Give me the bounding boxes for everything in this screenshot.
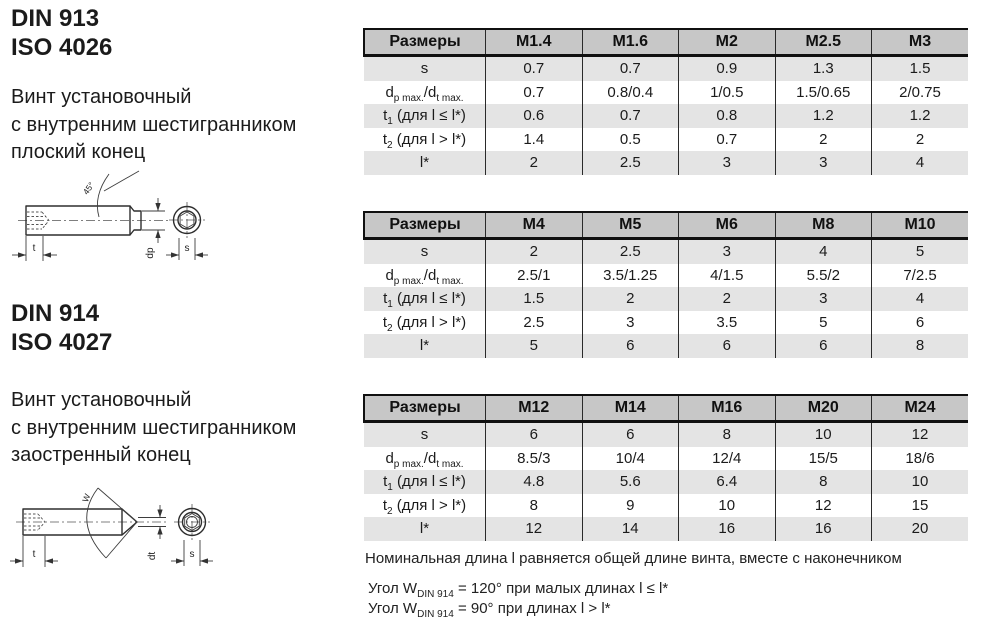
- subscript: DIN 914: [417, 609, 454, 620]
- table-cell: 4/1.5: [679, 264, 776, 288]
- screw-end-view: [166, 202, 208, 260]
- table-row: [364, 128, 968, 152]
- table-cell: 12: [775, 494, 872, 518]
- table-header-M2: M2: [679, 29, 776, 56]
- row-label: $t_1$ (для l ≤ l*): [364, 104, 486, 128]
- cone-angle-annotation: [80, 488, 137, 558]
- angle-w-label: W: [80, 492, 93, 504]
- table-row: [364, 56, 968, 81]
- subscript: t max.: [436, 458, 464, 470]
- table-cell: 6: [775, 334, 872, 358]
- table-cell: 2: [679, 287, 776, 311]
- table-row: [364, 494, 968, 518]
- table-cell: 5.6: [582, 470, 679, 494]
- dimension-s: [171, 540, 213, 566]
- table-row: [364, 104, 968, 128]
- table-cell: 4: [872, 287, 969, 311]
- table-header-M14: M14: [582, 395, 679, 422]
- table-cell: 3.5/1.25: [582, 264, 679, 288]
- table-cell: 2.5/1: [486, 264, 583, 288]
- table-cell: 2/0.75: [872, 81, 969, 105]
- flat-point-set-screw-drawing: [8, 170, 220, 272]
- table-cell: 6: [679, 334, 776, 358]
- dimension-t: [12, 236, 57, 261]
- row-label: $d_{p max.}/d_{t max.}$: [385, 449, 464, 470]
- table-cell: 1.5/0.65: [775, 81, 872, 105]
- table-cell: 12: [486, 517, 583, 541]
- subscript: 2: [387, 505, 393, 517]
- row-label: l*: [364, 334, 486, 358]
- table-cell: 0.6: [486, 104, 583, 128]
- table-cell: 6: [872, 311, 969, 335]
- table-cell: 15/5: [775, 447, 872, 471]
- description-line: Винт установочный: [11, 86, 192, 108]
- table-header-M6: M6: [679, 212, 776, 239]
- table-row: [364, 447, 968, 471]
- table-cell: 0.7: [582, 104, 679, 128]
- table-cell: 2.5: [582, 239, 679, 264]
- table-cell: 1.5: [486, 287, 583, 311]
- table-header-M3: M3: [872, 29, 969, 56]
- t-label: t: [32, 549, 36, 560]
- screw-end-view: [171, 504, 213, 566]
- table-cell: 9: [582, 494, 679, 518]
- table-cell: 12/4: [679, 447, 776, 471]
- table-header-M10: M10: [872, 212, 969, 239]
- row-label: s: [364, 56, 486, 81]
- table-header-row: [364, 212, 968, 239]
- angle-45-label: 45°: [80, 180, 97, 197]
- screw-side-view: [12, 171, 168, 261]
- dp-label: dp: [145, 247, 156, 259]
- row-label: s: [364, 239, 486, 264]
- table-cell: 3: [679, 151, 776, 175]
- dimension-dp: [142, 198, 165, 259]
- table-header-M12: M12: [486, 395, 583, 422]
- table-cell: 0.9: [679, 56, 776, 81]
- dimension-table: [363, 28, 968, 175]
- table-cell: 5: [486, 334, 583, 358]
- table-header-M5: M5: [582, 212, 679, 239]
- table-row: [364, 81, 968, 105]
- table-row: [364, 264, 968, 288]
- table-header-M20: M20: [775, 395, 872, 422]
- table-header-M2.5: M2.5: [775, 29, 872, 56]
- description-line: с внутренним шестигранником: [11, 416, 297, 439]
- table-cell: 6: [582, 422, 679, 447]
- table-cell: 18/6: [872, 447, 969, 471]
- table-cell: 0.7: [582, 56, 679, 81]
- row-label: $t_2$ (для l > l*): [382, 313, 467, 334]
- table-cell: 0.7: [486, 56, 583, 81]
- subscript: t max.: [436, 275, 464, 287]
- table-cell: 10: [775, 422, 872, 447]
- table-row: [364, 151, 968, 175]
- table-cell: 10: [679, 494, 776, 518]
- description-din913: [11, 84, 296, 167]
- t-label: t: [32, 243, 36, 254]
- screw-side-view: [10, 488, 168, 567]
- table-header-M4: M4: [486, 212, 583, 239]
- table-header-sizes: Размеры: [364, 395, 486, 422]
- standard-title-iso4027: ISO 4027: [11, 329, 113, 356]
- standard-block-din914: [11, 299, 112, 357]
- row-label: $d_{p max.}/d_{t max.}$: [385, 83, 464, 104]
- row-label: l*: [364, 517, 486, 541]
- dimension-t: [10, 536, 58, 567]
- table-header-sizes: Размеры: [364, 212, 486, 239]
- table-cell: 16: [679, 517, 776, 541]
- table-cell: 8: [872, 334, 969, 358]
- table-header-row: [364, 395, 968, 422]
- table-cell: 0.7: [679, 128, 776, 152]
- table-cell: 7/2.5: [872, 264, 969, 288]
- subscript: DIN 914: [417, 589, 454, 600]
- s-label: s: [189, 549, 195, 560]
- table-row: [364, 239, 968, 264]
- table-header-M24: M24: [872, 395, 969, 422]
- table-header-M1.4: M1.4: [486, 29, 583, 56]
- table-cell: 8: [679, 422, 776, 447]
- row-label: $t_1$ (для l ≤ l*): [364, 287, 486, 311]
- row-label: s: [364, 422, 486, 447]
- cone-point-set-screw-drawing: [8, 470, 220, 584]
- table-cell: 6.4: [679, 470, 776, 494]
- table-cell: 1/0.5: [679, 81, 776, 105]
- subscript: 2: [387, 322, 393, 334]
- table-cell: 2: [582, 287, 679, 311]
- table-cell: 14: [582, 517, 679, 541]
- table-cell: 4: [872, 151, 969, 175]
- description-line: с внутренним шестигранником: [11, 113, 297, 136]
- note-angle-120: Угол $W_{DIN 914} = 120^\circ$ при малых длинах l ≤ l*: [368, 580, 669, 600]
- table-cell: 1.2: [775, 104, 872, 128]
- row-label: $d_{p max.}/d_{t max.}$: [385, 266, 464, 287]
- row-label: $t_2$ (для l > l*): [382, 130, 467, 151]
- table-cell: 12: [872, 422, 969, 447]
- table-cell: 6: [486, 422, 583, 447]
- dimension-dt: [138, 505, 166, 560]
- row-label: $t_2$ (для l > l*): [382, 496, 467, 517]
- table-cell: 1.2: [872, 104, 969, 128]
- table-header-M16: M16: [679, 395, 776, 422]
- table-cell: 3: [679, 239, 776, 264]
- table-cell: 0.8/0.4: [582, 81, 679, 105]
- description-line: плоский конец: [11, 141, 146, 163]
- description-line: Винт установочный: [11, 389, 192, 411]
- table-m1.4-m3: [363, 28, 968, 175]
- subscript: t max.: [436, 92, 464, 104]
- table-cell: 2: [486, 151, 583, 175]
- table-header-M1.6: M1.6: [582, 29, 679, 56]
- table-cell: 0.7: [486, 81, 583, 105]
- s-label: s: [184, 243, 190, 254]
- table-m12-m24: [363, 394, 968, 541]
- dt-label: dt: [147, 551, 158, 561]
- subscript: p max.: [393, 92, 424, 104]
- table-cell: 8: [775, 470, 872, 494]
- table-cell: 5: [775, 311, 872, 335]
- dimension-s: [166, 238, 208, 260]
- table-row: [364, 287, 968, 311]
- subscript: 2: [387, 139, 393, 151]
- description-din914: [11, 387, 296, 470]
- table-cell: 20: [872, 517, 969, 541]
- table-header-sizes: Размеры: [364, 29, 486, 56]
- table-cell: 1.5: [872, 56, 969, 81]
- table-cell: 3: [582, 311, 679, 335]
- table-cell: 10/4: [582, 447, 679, 471]
- table-m4-m10: [363, 211, 968, 358]
- table-row: [364, 470, 968, 494]
- table-cell: 2: [872, 128, 969, 152]
- table-cell: 3: [775, 151, 872, 175]
- table-cell: 4.8: [486, 470, 583, 494]
- table-cell: 5: [872, 239, 969, 264]
- table-cell: 8.5/3: [486, 447, 583, 471]
- table-cell: 3.5: [679, 311, 776, 335]
- table-cell: 16: [775, 517, 872, 541]
- table-row: [364, 311, 968, 335]
- subscript: p max.: [393, 458, 424, 470]
- table-cell: 10: [872, 470, 969, 494]
- table-cell: 0.8: [679, 104, 776, 128]
- standard-title-din913: DIN 913: [11, 5, 100, 32]
- description-line: заостренный конец: [11, 444, 191, 466]
- row-label: $t_1$ (для l ≤ l*): [364, 470, 486, 494]
- subscript: 1: [387, 299, 393, 311]
- table-cell: 1.3: [775, 56, 872, 81]
- table-row: [364, 422, 968, 447]
- table-cell: 2.5: [486, 311, 583, 335]
- dimension-table: [363, 394, 968, 541]
- table-cell: 3: [775, 287, 872, 311]
- table-cell: 1.4: [486, 128, 583, 152]
- standard-title-din914: DIN 914: [11, 300, 100, 327]
- table-cell: 5.5/2: [775, 264, 872, 288]
- subscript: 1: [387, 116, 393, 128]
- table-cell: 0.5: [582, 128, 679, 152]
- table-cell: 2: [775, 128, 872, 152]
- table-cell: 2.5: [582, 151, 679, 175]
- table-cell: 6: [582, 334, 679, 358]
- table-cell: 8: [486, 494, 583, 518]
- standard-title-iso4026: ISO 4026: [11, 34, 113, 61]
- row-label: l*: [364, 151, 486, 175]
- dimension-table: [363, 211, 968, 358]
- table-cell: 15: [872, 494, 969, 518]
- standard-block-din913: [11, 4, 112, 62]
- table-cell: 4: [775, 239, 872, 264]
- subscript: p max.: [393, 275, 424, 287]
- note-nominal-length: Номинальная длина l равняется общей длине винта, вместе с наконечником: [365, 550, 902, 567]
- subscript: 1: [387, 482, 393, 494]
- table-header-row: [364, 29, 968, 56]
- table-row: [364, 517, 968, 541]
- table-header-M8: M8: [775, 212, 872, 239]
- table-cell: 2: [486, 239, 583, 264]
- note-angle-90: Угол $W_{DIN 914} = 90^\circ$ при длинах l > l*: [368, 600, 611, 620]
- table-row: [364, 334, 968, 358]
